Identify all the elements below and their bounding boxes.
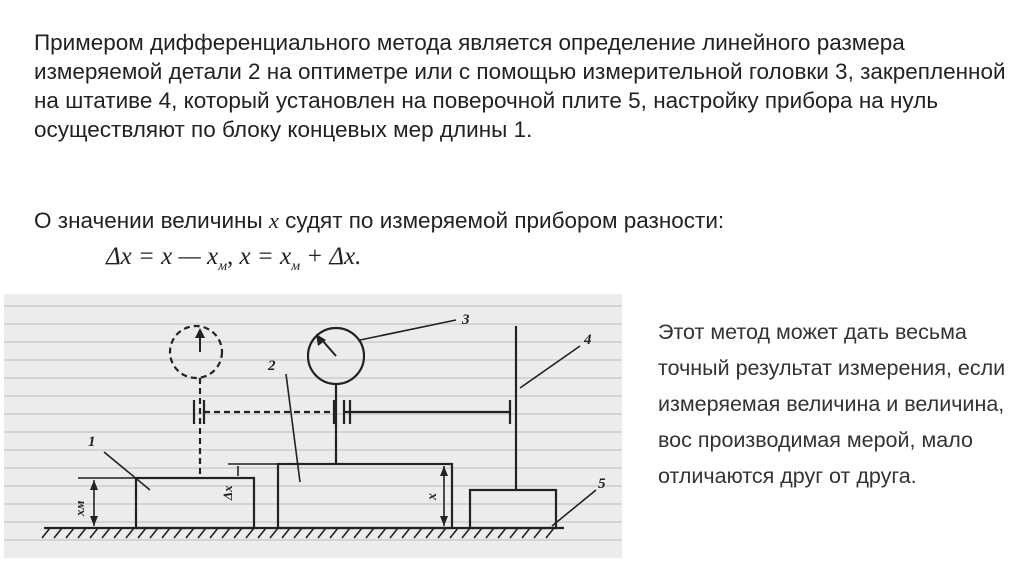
paragraph-description: Примером дифференциального метода является определение линейного размера измеряемой детали 2 на оптиметре или с помощью измерительной головки 3, закрепленной на штативе 4, который установлен на поверочной плите 5, настройку прибора на нуль осуществляют по блоку концевых мер длины 1.: [34, 30, 1006, 142]
label-1: 1: [88, 434, 96, 450]
formula-dx: Δx: [106, 243, 132, 270]
label-dx: Δx: [220, 485, 235, 500]
label-xm: xм: [72, 500, 87, 516]
formula-sub1: м: [218, 259, 228, 274]
formula-mid: , x = x: [227, 243, 292, 270]
paragraph-difference: [34, 206, 724, 235]
formula-tail: + Δx.: [300, 243, 362, 270]
formula: [106, 243, 361, 275]
measurement-diagram: [4, 294, 622, 558]
formula-eq1: = x — x: [131, 243, 219, 270]
label-x: x: [425, 493, 440, 500]
label-4: 4: [584, 332, 592, 348]
paragraph-difference-pre: О значении величины: [34, 208, 269, 233]
side-note: Этот метод может дать весьма точный результат измерения, если измеряемая величина и величина, вос производимая мерой, мало отличаются друг от друга.: [658, 320, 1006, 488]
label-5: 5: [598, 476, 606, 492]
paragraph-difference-post: судят по измеряемой прибором разности:: [278, 208, 725, 233]
label-3: 3: [462, 312, 470, 328]
label-2: 2: [268, 358, 276, 374]
variable-x: x: [268, 208, 279, 233]
formula-sub2: м: [291, 259, 301, 274]
